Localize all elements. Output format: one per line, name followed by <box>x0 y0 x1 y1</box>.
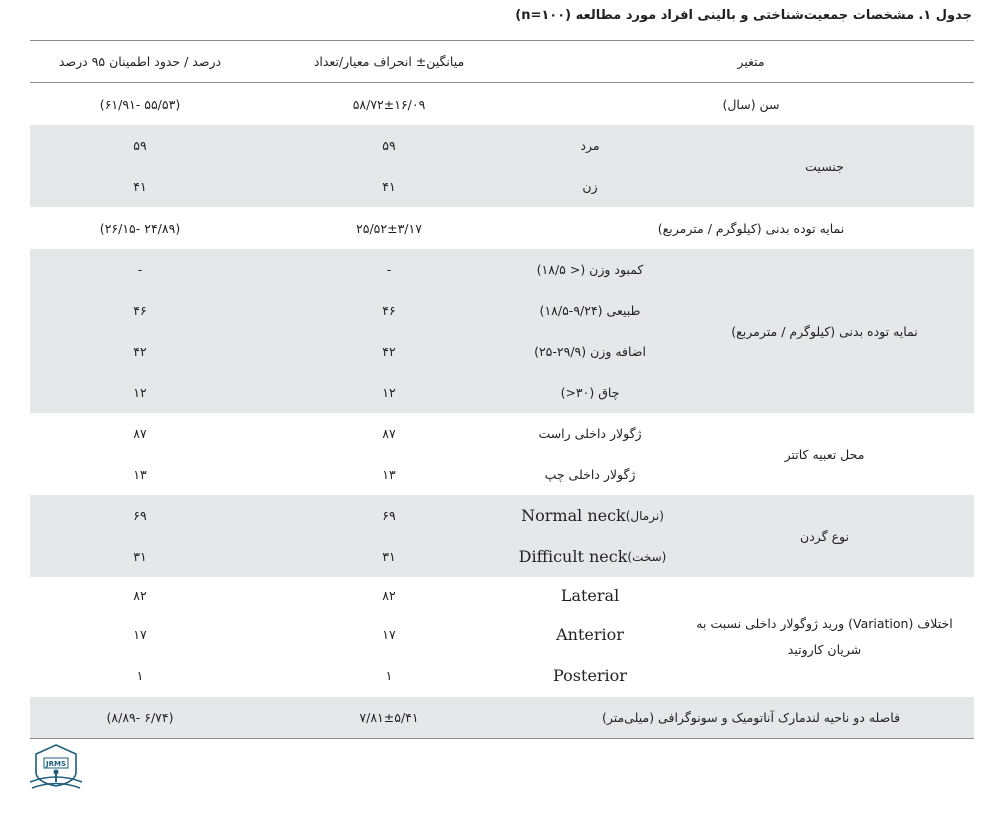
catheter-value: ۱۳ <box>382 467 396 482</box>
journal-logo-icon <box>24 742 88 794</box>
header-percent: درصد / حدود اطمینان ۹۵ درصد <box>58 54 222 69</box>
age-percent: (۵۵/۵۳ -۶۱/۹۱) <box>99 96 181 112</box>
table-row-distance <box>30 697 974 739</box>
bmi-group-value: ۱۲ <box>382 385 396 400</box>
bmi-group-item-label: چاق (۳۰<) <box>560 385 620 400</box>
catheter-row-right <box>30 413 974 454</box>
table-row-catheter <box>30 413 974 495</box>
header-variable: متغیر <box>737 54 765 69</box>
catheter-label: محل تعبیه کاتتر <box>784 446 865 462</box>
neck-percent: ۳۱ <box>133 549 147 564</box>
bmi-group-percent: ۴۲ <box>133 344 147 359</box>
distance-value: ۷/۸۱±۵/۴۱ <box>359 710 419 725</box>
sex-value: ۵۹ <box>382 138 396 153</box>
variation-value: ۱۷ <box>382 627 396 642</box>
bmi-group-row <box>30 249 974 290</box>
bmi-group-row <box>30 331 974 372</box>
bmi-value: ۲۵/۵۲±۳/۱۷ <box>356 220 422 236</box>
distance-percent: (۶/۷۴ -۸/۸۹) <box>106 710 174 725</box>
neck-row-normal <box>30 495 974 536</box>
bmi-percent: (۲۴/۸۹ -۲۶/۱۵) <box>99 220 181 236</box>
caption-text: مشخصات جمعیت‌شناختی و بالینی افراد مورد مطالعه (n=۱۰۰) <box>515 8 915 23</box>
neck-percent: ۶۹ <box>133 508 147 523</box>
bmi-group-value: - <box>386 262 392 277</box>
neck-item <box>440 495 740 536</box>
bmi-group-percent: - <box>137 262 143 277</box>
bmi-group-label: نمایه توده بدنی (کیلوگرم / مترمربع) <box>731 323 918 339</box>
neck-item-label: (نرمال) <box>625 508 664 523</box>
table-row-variation <box>30 577 974 697</box>
bmi-group-row <box>30 372 974 413</box>
neck-item-label: (سخت) <box>627 549 667 564</box>
variation-value: ۸۲ <box>382 588 396 603</box>
catheter-item-label: ژگولار داخلی چپ <box>544 467 636 482</box>
variation-value: ۱ <box>385 668 393 683</box>
variation-percent: ۸۲ <box>133 588 147 603</box>
table-row-bmi-groups <box>30 249 974 413</box>
table-row-bmi <box>30 207 974 249</box>
age-value: ۵۸/۷۲±۱۶/۰۹ <box>352 96 426 112</box>
bmi-group-item-label: اضافه وزن (۲۹/۹-۲۵) <box>534 344 646 359</box>
table-caption <box>72 6 972 26</box>
variation-label: اختلاف (Variation) ورید ژوگولار داخلی نسبت به شریان کاروتید <box>696 616 953 657</box>
neck-item <box>440 536 740 577</box>
catheter-value: ۸۷ <box>382 426 396 441</box>
variation-row <box>30 614 974 655</box>
variation-row <box>30 655 974 696</box>
neck-value: ۳۱ <box>382 549 396 564</box>
bmi-group-percent: ۴۶ <box>133 303 147 318</box>
table-row-neck <box>30 495 974 577</box>
variation-item-latin: Anterior <box>556 625 624 644</box>
catheter-percent: ۸۷ <box>133 426 147 441</box>
neck-label: نوع گردن <box>800 528 849 544</box>
sex-row-male <box>30 125 974 166</box>
sex-percent: ۴۱ <box>133 179 147 194</box>
sex-percent: ۵۹ <box>133 138 147 153</box>
variation-percent: ۱۷ <box>133 627 147 642</box>
table-row-sex <box>30 125 974 207</box>
age-label: سن (سال) <box>722 96 780 112</box>
variation-row <box>30 577 974 614</box>
neck-item-latin: Difficult neck <box>518 547 628 566</box>
catheter-percent: ۱۳ <box>133 467 147 482</box>
header-mean-sd: میانگین± انحراف معیار/تعداد <box>313 54 465 69</box>
table-row-age <box>30 83 974 125</box>
bmi-group-value: ۴۶ <box>382 303 396 318</box>
variation-percent: ۱ <box>136 668 144 683</box>
variation-item-latin: Lateral <box>560 586 620 605</box>
logo-text: JRMS <box>45 760 67 768</box>
bmi-group-percent: ۱۲ <box>133 385 147 400</box>
neck-item-latin: Normal neck <box>521 506 626 525</box>
catheter-row-left <box>30 454 974 495</box>
sex-item-label: مرد <box>580 138 600 153</box>
bmi-group-item-label: کمبود وزن (< ۱۸/۵) <box>536 262 644 277</box>
variation-item-latin: Posterior <box>553 666 627 685</box>
catheter-item-label: ژگولار داخلی راست <box>538 426 642 441</box>
neck-row-difficult <box>30 536 974 577</box>
table-header-row <box>30 41 974 83</box>
bmi-group-row <box>30 290 974 331</box>
bmi-group-value: ۴۲ <box>382 344 396 359</box>
distance-label: فاصله دو ناحیه لندمارک آناتومیک و سونوگرافی (میلی‌متر) <box>601 710 901 725</box>
bmi-label: نمایه توده بدنی (کیلوگرم / مترمربع) <box>657 220 845 236</box>
data-table <box>30 40 974 739</box>
sex-value: ۴۱ <box>382 179 396 194</box>
sex-label: جنسیت <box>805 158 844 174</box>
bmi-group-item-label: طبیعی (۹/۲۴-۱۸/۵) <box>539 303 641 318</box>
sex-row-female <box>30 166 974 207</box>
caption-label: جدول ۱. <box>918 8 972 23</box>
neck-value: ۶۹ <box>382 508 396 523</box>
sex-item-label: زن <box>582 179 598 194</box>
